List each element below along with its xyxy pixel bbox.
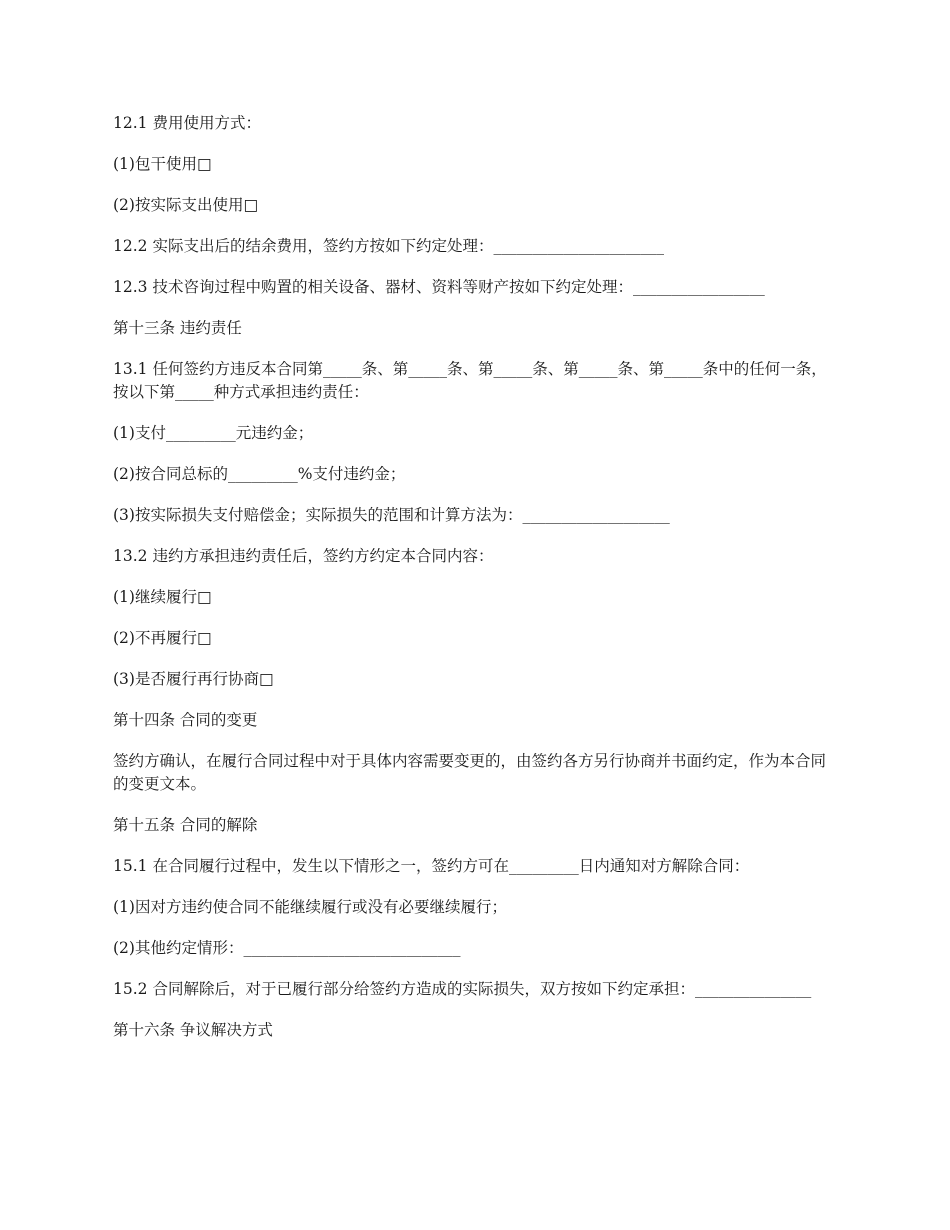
article-13-title: 第十三条 违约责任 [113, 319, 242, 337]
option-liquidated-damages: (1)支付_________元违约金； [113, 424, 314, 442]
clause-12-2: 12.2 实际支出后的结余费用，签约方按如下约定处理：______________________ [113, 237, 664, 255]
termination-reason-breach: (1)因对方违约使合同不能继续履行或没有必要继续履行； [113, 898, 507, 916]
clause-13-1: 13.1 任何签约方违反本合同第_____条、第_____条、第_____条、第_____条、第_____条中的任何一条，按以下第_____种方式承担违约责任： [113, 360, 827, 401]
option-lump-sum: (1)包干使用□ [113, 155, 212, 173]
document-page [113, 112, 840, 1060]
option-discontinue: (2)不再履行□ [113, 629, 212, 647]
option-actual-loss: (3)按实际损失支付赔偿金；实际损失的范围和计算方法为：___________________ [113, 506, 670, 524]
clause-13-2: 13.2 违约方承担违约责任后，签约方约定本合同内容： [113, 547, 494, 565]
article-15-title: 第十五条 合同的解除 [113, 816, 258, 834]
clause-12-3: 12.3 技术咨询过程中购置的相关设备、器材、资料等财产按如下约定处理：_________________ [113, 278, 765, 296]
clause-15-1: 15.1 在合同履行过程中，发生以下情形之一，签约方可在_________日内通知对方解除合同： [113, 857, 750, 875]
termination-reason-other: (2)其他约定情形：____________________________ [113, 939, 461, 957]
option-actual-expense: (2)按实际支出使用□ [113, 196, 259, 214]
option-percentage-damages: (2)按合同总标的_________%支付违约金； [113, 465, 406, 483]
clause-12-1-heading: 12.1 费用使用方式： [113, 114, 261, 132]
option-negotiate: (3)是否履行再行协商□ [113, 670, 274, 688]
article-14-title: 第十四条 合同的变更 [113, 711, 258, 729]
article-14-body: 签约方确认，在履行合同过程中对于具体内容需要变更的，由签约各方另行协商并书面约定，作为本合同的变更文本。 [113, 752, 827, 793]
option-continue: (1)继续履行□ [113, 588, 212, 606]
article-16-title: 第十六条 争议解决方式 [113, 1021, 273, 1039]
clause-15-2: 15.2 合同解除后，对于已履行部分给签约方造成的实际损失，双方按如下约定承担：_______________ [113, 980, 812, 998]
